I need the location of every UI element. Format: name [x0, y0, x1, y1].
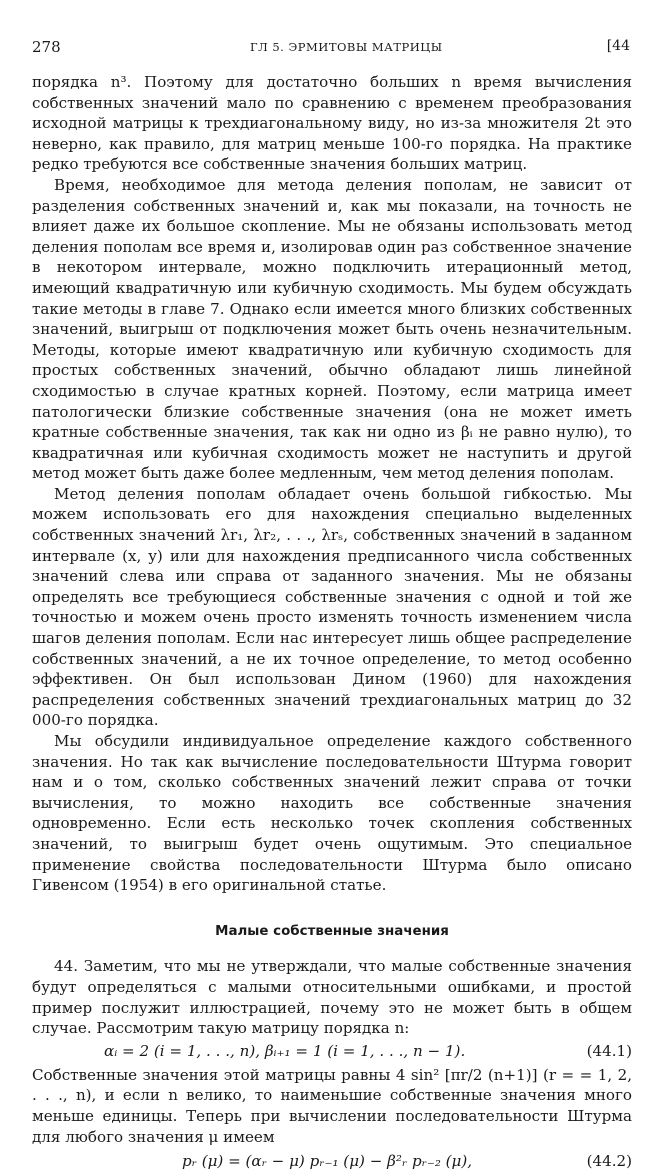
page-body — [32, 72, 632, 1173]
section-subheading: Малые собственные значения — [215, 923, 449, 939]
eigenvalue-paragraph: Собственные значения этой матрицы равны 4 sin² [πr/2 (n+1)] (r = = 1, 2, . . ., n), и если n велико, то наименьшие собственные значения много меньше единицы. Теперь при вычислении последовательности Штурма для любого значения μ имеем — [32, 1065, 632, 1146]
running-title: ГЛ 5. ЭРМИТОВЫ МАТРИЦЫ — [250, 40, 443, 54]
paragraph-3: Метод деления пополам обладает очень большой гибкостью. Мы можем использовать его для нахождения специально выделенных собственных значений λr₁, λr₂, . . ., λrₛ, собственных значений в заданном интервале (x, y) или для нахождения предписанного числа собственных значений слева или справа от заданного значения. Мы не обязаны определять все требующиеся собственные значения с одной и той же точностью и можем очень просто изменять точность изменением числа шагов деления пополам. Если нас интересует лишь общее распределение собственных значений, а не их точное определение, то метод особенно эффективен. Он был использован Дином (1960) для нахождения распределения собственных значений трехдиагональных матриц до 32 000-го порядка. — [32, 484, 632, 730]
page-number: 278 — [32, 38, 61, 56]
equation-44-1 — [32, 1039, 632, 1065]
page-header — [32, 38, 632, 62]
paragraph-2: Время, необходимое для метода деления пополам, не зависит от разделения собственных значений и, как мы показали, на точность не влияет даже их большое скопление. Мы не обязаны использовать метод деления пополам все время и, изолировав один раз собственное значение в некотором интервале, можно подключить итерационный метод, имеющий квадратичную или кубичную сходимость. Мы будем обсуждать такие методы в главе 7. Однако если имеется много близких собственных значений, выигрыш от подключения может быть очень незначительным. Методы, которые имеют квадратичную или кубичную сходимость для простых собственных значений, обычно обладают лишь линейной сходимостью в случае кратных корней. Поэтому, если матрица имеет патологически близкие собственные значения (она не может иметь кратные собственные значения, так как ни одно из βᵢ не равно нулю), то квадратичная или кубичная сходимость может не наступить и другой метод может быть даже более медленным, чем метод деления пополам. — [32, 175, 632, 483]
equation-44-2-body: pᵣ (μ) = (αᵣ − μ) pᵣ₋₁ (μ) − β²ᵣ pᵣ₋₂ (μ), — [182, 1152, 473, 1171]
equation-44-2 — [32, 1147, 632, 1173]
section-44-paragraph: 44. Заметим, что мы не утверждали, что малые собственные значения будут определяться с малыми относительными ошибками, и простой пример послужит иллюстрацией, почему это не может быть в общем случае. Рассмотрим такую матрицу порядка n: — [32, 957, 632, 1038]
equation-44-1-number: (44.1) — [586, 1041, 632, 1060]
paragraph-1: порядка n³. Поэтому для достаточно больших n время вычисления собственных значений мало по сравнению с временем преобразования исходной матрицы к трехдиагональному виду, но из-за множителя 2t это неверно, как правило, для матриц меньше 100-го порядка. На практике редко требуются все собственные значения больших матриц. — [32, 73, 632, 174]
equation-44-1-body: αᵢ = 2 (i = 1, . . ., n), βᵢ₊₁ = 1 (i = 1, . . ., n − 1). — [104, 1041, 466, 1060]
equation-44-2-number: (44.2) — [586, 1152, 632, 1171]
book-page — [32, 38, 632, 1173]
paragraph-4: Мы обсудили индивидуальное определение каждого собственного значения. Но так как вычисление последовательности Штурма говорит нам и о том, сколько собственных значений лежит справа от точки вычисления, то можно находить все собственные значения одновременно. Если есть несколько точек скопления собственных значений, то выигрыш будет очень ощутимым. Это специальное применение свойства последовательности Штурма было описано Гивенсом (1954) в его оригинальной статье. — [32, 732, 632, 895]
section-marker: [44 — [606, 38, 630, 54]
